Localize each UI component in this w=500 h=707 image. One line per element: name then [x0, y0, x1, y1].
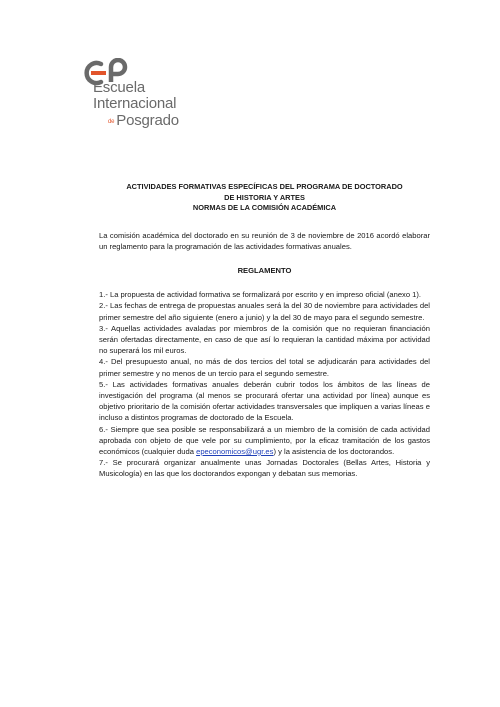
intro-paragraph: La comisión académica del doctorado en su reunión de 3 de noviembre de 2016 acordó elaborar un reglamento para la programación de las actividades formativas anuales.	[99, 230, 430, 251]
rule-5: 5.- Las actividades formativas anuales deberán cubrir todos los ámbitos de las líneas de investigación del programa (al menos se procurará ofertar una actividad por línea) aunque es objetivo prioritario de la comisión ofertar actividades transversales que impliquen a varias líneas e incluso a distintos programas de doctorado de la Escuela.	[99, 379, 430, 423]
logo-line-posgrado	[108, 113, 179, 130]
rule-6-text-end: ) y la asistencia de los doctorandos.	[273, 446, 395, 456]
rule-7: 7.- Se procurará organizar anualmente unas Jornadas Doctorales (Bellas Artes, Historia y Musicología) en las que los doctorandos expongan y debatan sus memorias.	[99, 458, 430, 479]
rules-list	[99, 289, 430, 479]
rule-2: 2.- Las fechas de entrega de propuestas anuales será la del 30 de noviembre para actividades del primer semestre del año siguiente (enero a junio) y la del 30 de mayo para el segundo semestre.	[99, 301, 430, 322]
title-line-2: DE HISTORIA Y ARTES	[224, 192, 305, 202]
email-link[interactable]: epeconomicos@ugr.es	[196, 446, 274, 456]
logo-line-internacional: Internacional	[93, 95, 177, 112]
rule-6-text-start: 6.- Siempre que sea posible se responsabilizará a un miembro de la comisión de cada actividad aprobada con objeto de que vele por su cumplimiento, por la eficaz tramitación de los gastos económicos (cualquier duda	[99, 424, 430, 456]
rule-4: 4.- Del presupuesto anual, no más de dos tercios del total se adjudicarán para actividades del primer semestre y no menos de un tercio para el segundo semestre.	[99, 357, 430, 378]
title-line-3: NORMAS DE LA COMISIÓN ACADÉMICA	[192, 203, 337, 212]
rule-6	[99, 424, 430, 458]
escuela-internacional-posgrado-logo	[75, 58, 205, 130]
logo-line-escuela: Escuela	[93, 79, 145, 96]
section-heading-reglamento: REGLAMENTO	[237, 265, 292, 275]
logo-word-posgrado: Posgrado	[116, 112, 179, 129]
document-body	[99, 182, 430, 480]
rule-1: 1.- La propuesta de actividad formativa se formalizará por escrito y en impreso oficial (anexo 1).	[99, 290, 422, 300]
document-titles	[99, 182, 430, 214]
logo-prefix-de: de	[108, 119, 115, 125]
rule-3: 3.- Aquellas actividades avaladas por miembros de la comisión que no requieran financiación serán ofertadas directamente, en caso de que así lo requieran la cantidad máxima por actividad no superará los mil euros.	[99, 323, 430, 356]
title-line-1: ACTIVIDADES FORMATIVAS ESPECÍFICAS DEL PROGRAMA DE DOCTORADO	[126, 182, 403, 191]
